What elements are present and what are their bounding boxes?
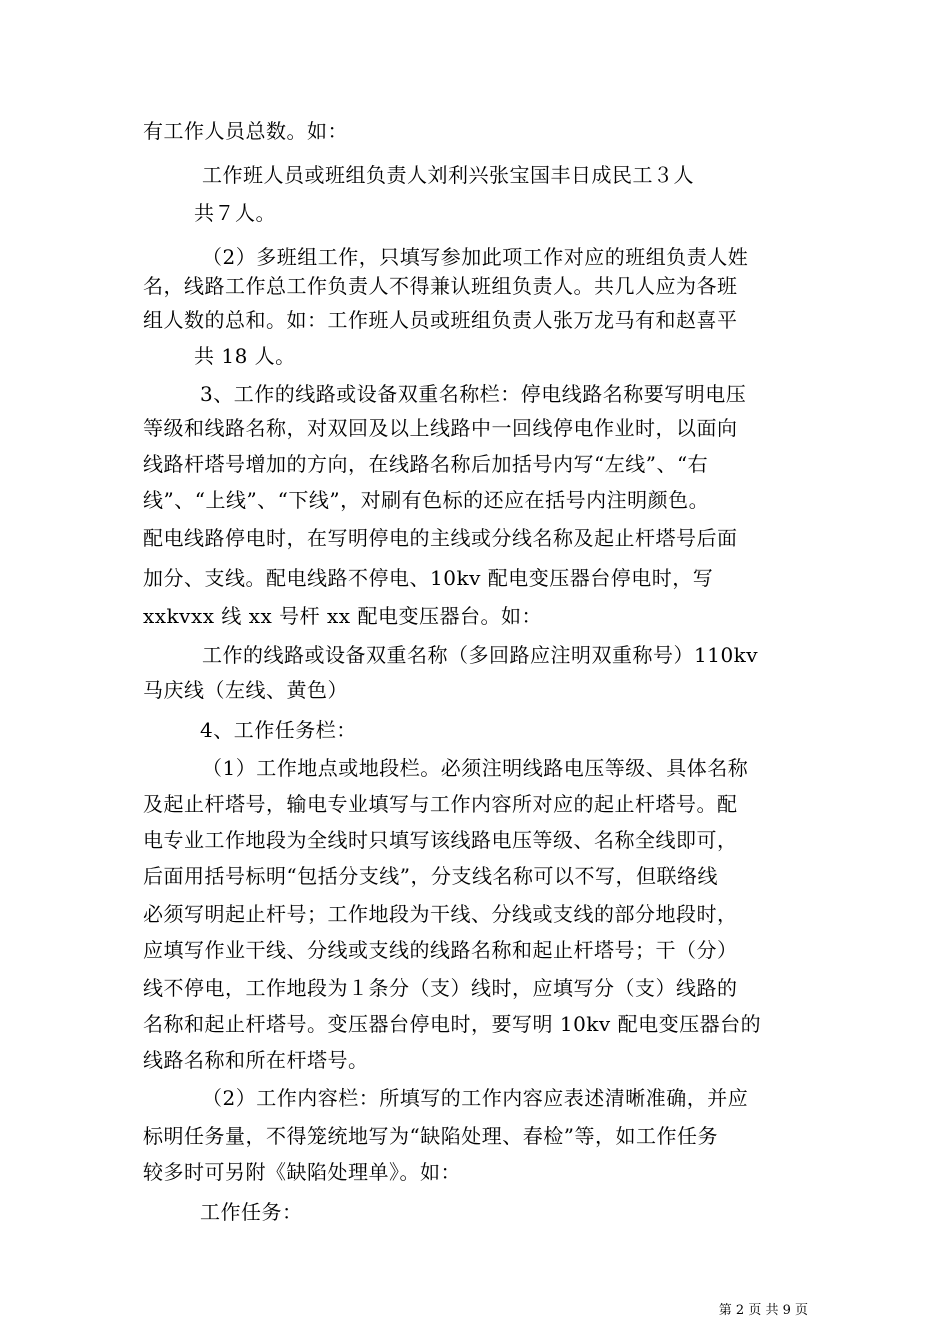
text-line: 应填写作业干线、分线或支线的线路名称和起止杆塔号；干（分）: [143, 938, 738, 962]
text-line: 4、工作任务栏：: [200, 718, 357, 742]
text-line: 线路杆塔号增加的方向，在线路名称后加括号内写“左线”、“右: [143, 452, 709, 476]
text-line: 线路名称和所在杆塔号。: [143, 1048, 369, 1072]
text-line: xxkvxx 线 xx 号杆 xx 配电变压器台。如：: [143, 604, 542, 628]
text-line: 名，线路工作总工作负责人不得兼认班组负责人。共几人应为各班: [143, 274, 738, 298]
text-line: 工作班人员或班组负责人刘利兴张宝国丰日成民工３人: [202, 163, 694, 187]
text-line: 及起止杆塔号，输电专业填写与工作内容所对应的起止杆塔号。配: [143, 792, 738, 816]
text-line: 线”、“上线”、“下线”，对刷有色标的还应在括号内注明颜色。: [143, 488, 710, 512]
page-number: 第 2 页 共 9 页: [718, 1303, 808, 1318]
text-line: 共 18 人。: [194, 344, 296, 368]
text-line: （1）工作地点或地段栏。必须注明线路电压等级、具体名称: [202, 756, 749, 780]
text-line: 名称和起止杆塔号。变压器台停电时，要写明 10kv 配电变压器台的: [143, 1012, 762, 1036]
text-line: 工作任务：: [200, 1200, 303, 1224]
text-line: 加分、支线。配电线路不停电、10kv 配电变压器台停电时，写: [143, 566, 714, 590]
text-line: （2）多班组工作，只填写参加此项工作对应的班组负责人姓: [202, 245, 749, 269]
text-line: 共７人。: [194, 201, 276, 225]
text-line: 必须写明起止杆号；工作地段为干线、分线或支线的部分地段时，: [143, 902, 738, 926]
text-line: 配电线路停电时，在写明停电的主线或分线名称及起止杆塔号后面: [143, 526, 738, 550]
text-line: 标明任务量，不得笼统地写为“缺陷处理、春检”等，如工作任务: [143, 1124, 718, 1148]
text-line: 等级和线路名称，对双回及以上线路中一回线停电作业时，以面向: [143, 416, 738, 440]
text-line: 较多时可另附《缺陷处理单》。如：: [143, 1160, 461, 1184]
text-line: 马庆线（左线、黄色）: [143, 678, 348, 702]
text-line: 工作的线路或设备双重名称（多回路应注明双重称号）110kv: [202, 643, 759, 667]
text-line: 组人数的总和。如：工作班人员或班组负责人张万龙马有和赵喜平: [143, 308, 738, 332]
text-line: 后面用括号标明“包括分支线”，分支线名称可以不写，但联络线: [143, 864, 718, 888]
text-line: 3、工作的线路或设备双重名称栏：停电线路名称要写明电压: [200, 382, 747, 406]
text-line: 电专业工作地段为全线时只填写该线路电压等级、名称全线即可，: [143, 828, 738, 852]
text-line: 线不停电，工作地段为１条分（支）线时，应填写分（支）线路的: [143, 976, 738, 1000]
text-line: 有工作人员总数。如：: [143, 119, 348, 143]
text-line: （2）工作内容栏：所填写的工作内容应表述清晰准确，并应: [202, 1086, 749, 1110]
